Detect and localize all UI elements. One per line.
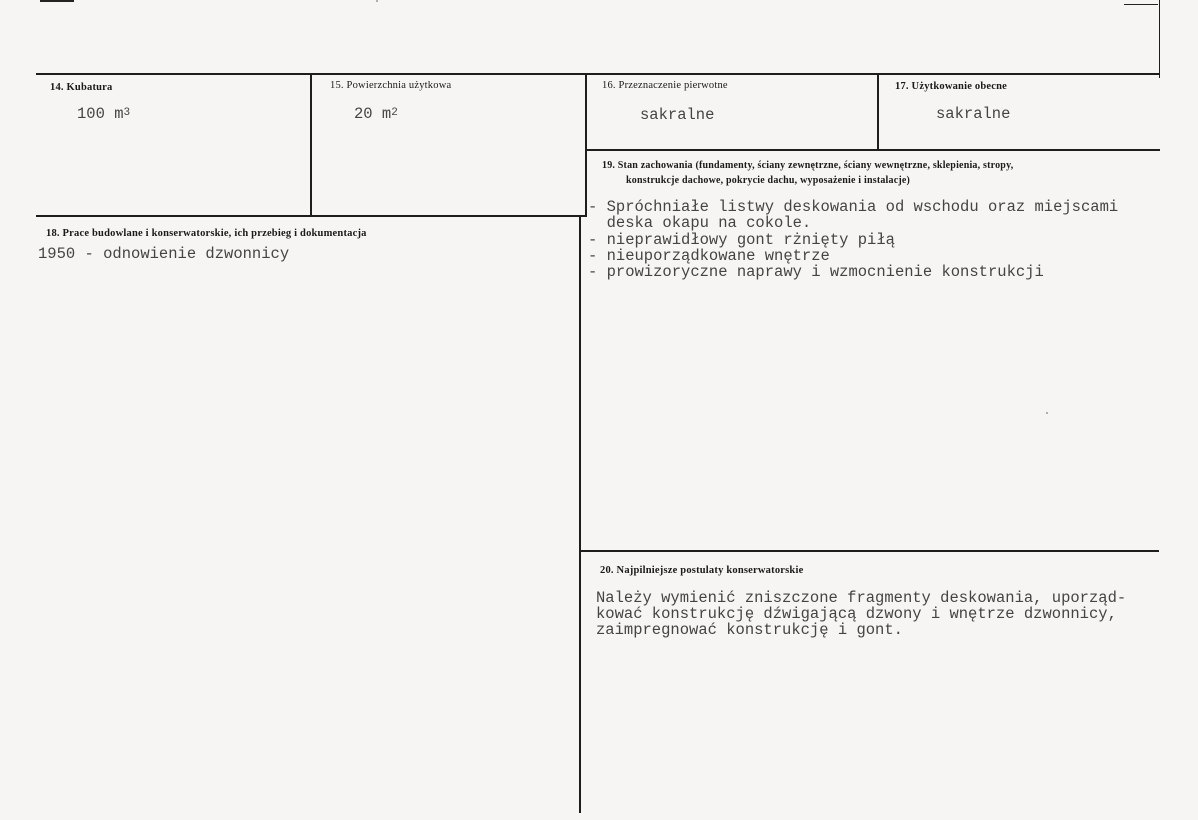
postulaty-line: Należy wymienić zniszczone fragmenty deskowania, uporząd- [596, 589, 1127, 607]
stan-line: - prowizoryczne naprawy i wzmocnienie konstrukcji [588, 263, 1044, 281]
powierzchnia-value: 20 $m^2$ [354, 105, 398, 123]
top-edge-mark-right [1124, 4, 1158, 5]
kubatura-value: 100 $m^3$ [77, 105, 131, 123]
rule-v-main-lower [579, 215, 581, 813]
postulaty-line: kować konstrukcję dźwigającą dzwony i wnętrze dzwonnicy, [596, 605, 1117, 623]
rule-under-19 [581, 550, 1159, 552]
rule-v-main [585, 73, 587, 215]
powierzchnia-label: 15. Powierzchnia użytkowa [330, 80, 452, 91]
rule-v-16-17 [877, 73, 879, 150]
kubatura-label: 14. Kubatura [50, 82, 113, 93]
uzytkowanie-label: 17. Użytkowanie obecne [895, 81, 1008, 92]
paper-speck [1046, 412, 1048, 414]
stan-label-line2: konstrukcje dachowe, pokrycie dachu, wyposażenie i instalacje) [626, 175, 911, 186]
stan-line: deska okapu na cokole. [588, 214, 812, 232]
stan-line: - nieprawidłowy gont rżnięty piłą [588, 231, 895, 249]
uzytkowanie-value: sakralne [936, 105, 1011, 123]
rule-top [36, 73, 1160, 75]
stan-label-line1: 19. Stan zachowania (fundamenty, ściany zewnętrzne, ściany wewnętrzne, sklepienia, stropy, [602, 160, 1014, 171]
postulaty-label: 20. Najpilniejsze postulaty konserwatorskie [600, 565, 804, 576]
rule-under-14-15 [36, 215, 587, 217]
rule-right-edge [1159, 0, 1160, 78]
postulaty-line: zaimpregnować konstrukcję i gont. [596, 621, 903, 639]
rule-under-16-17 [585, 149, 1160, 151]
paper-speck [376, 0, 378, 2]
przeznaczenie-label: 16. Przeznaczenie pierwotne [602, 80, 728, 91]
kubatura-exponent: 3 [123, 107, 131, 119]
prace-label: 18. Prace budowlane i konserwatorskie, ich przebieg i dokumentacja [46, 228, 367, 239]
top-edge-mark-left [40, 0, 74, 2]
prace-line: 1950 - odnowienie dzwonnicy [38, 245, 290, 263]
stan-line: - nieuporządkowane wnętrze [588, 247, 830, 265]
powierzchnia-exponent: 2 [391, 107, 398, 119]
przeznaczenie-value: sakralne [640, 106, 715, 124]
rule-v-14-15 [310, 73, 312, 217]
stan-line: - Spróchniałe listwy deskowania od wschodu oraz miejscami [588, 198, 1119, 216]
